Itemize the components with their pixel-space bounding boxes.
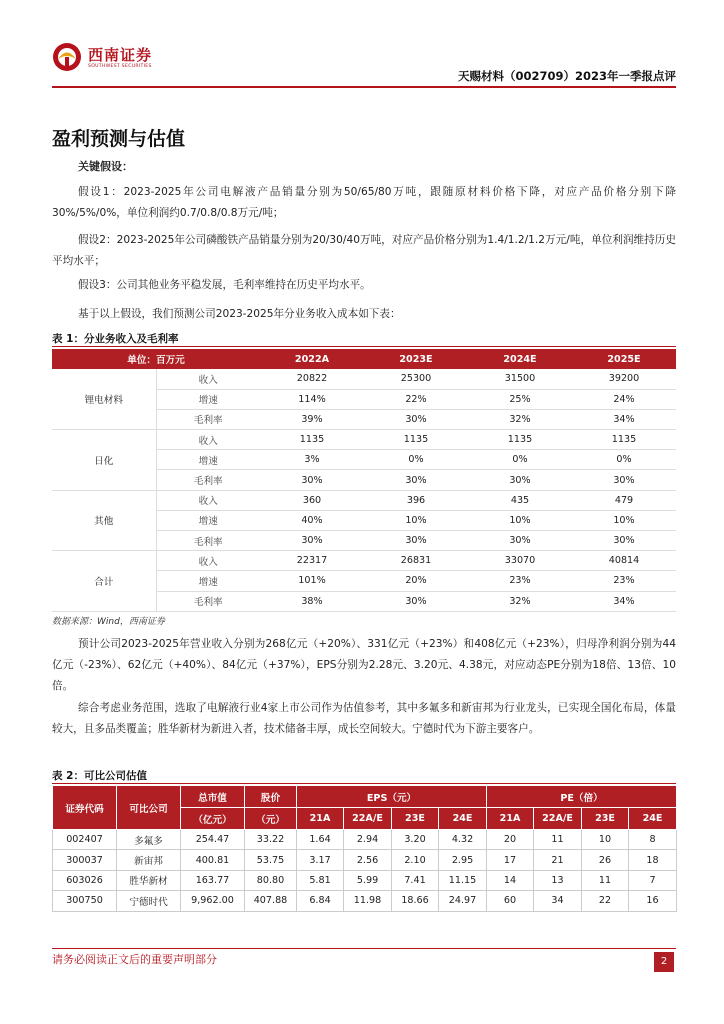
table-cell: 20%	[364, 571, 468, 591]
disclaimer-notice: 请务必阅读正文后的重要声明部分	[52, 953, 217, 966]
segment-name: 其他	[52, 490, 156, 551]
table-cell: 30%	[572, 470, 676, 490]
table-row	[53, 891, 677, 911]
pe-value: 17	[487, 850, 534, 870]
pe-year-header: 21A	[487, 808, 534, 830]
table-cell: 1135	[572, 430, 676, 450]
table-cell: 479	[572, 490, 676, 510]
table-cell: 0%	[468, 450, 572, 470]
eps-value: 5.99	[344, 870, 392, 890]
table-cell: 30%	[468, 531, 572, 551]
table-cell: 40%	[260, 510, 364, 530]
company-name: 宁德时代	[117, 891, 181, 911]
table-cell: 33070	[468, 551, 572, 571]
eps-value: 4.32	[439, 830, 487, 850]
table-cell: 30%	[260, 531, 364, 551]
table-cell: 40814	[572, 551, 676, 571]
table-cell: 32%	[468, 591, 572, 611]
table2-caption: 表 2：可比公司估值	[52, 770, 147, 782]
section-title: 盈利预测与估值	[52, 128, 186, 150]
data-source-note: 数据来源：Wind，西南证券	[52, 617, 165, 627]
table-cell: 30%	[572, 531, 676, 551]
logo-text-en: SOUTHWEST SECURITIES	[88, 64, 152, 69]
pe-value: 16	[629, 891, 677, 911]
table1-year-header: 2022A	[260, 349, 364, 369]
table-cell: 32%	[468, 409, 572, 429]
pe-year-header: 23E	[582, 808, 629, 830]
table-cell: 435	[468, 490, 572, 510]
table-cell: 114%	[260, 389, 364, 409]
share-price: 33.22	[245, 830, 297, 850]
eps-value: 24.97	[439, 891, 487, 911]
table-cell: 396	[364, 490, 468, 510]
table2-caption-rule	[52, 783, 676, 784]
metric-label: 增速	[156, 389, 260, 409]
metric-label: 收入	[156, 490, 260, 510]
market-cap: 400.81	[181, 850, 245, 870]
code-column-header: 证券代码	[53, 786, 117, 830]
eps-year-header: 22A/E	[344, 808, 392, 830]
business-revenue-table	[52, 349, 676, 612]
metric-label: 毛利率	[156, 470, 260, 490]
paragraph-peer-selection: 综合考虑业务范围，选取了电解液行业4家上市公司作为估值参考，其中多氟多和新宙邦为行业龙头，已实现全国化布局，体量较大，且多品类覆盖；胜华新材为新进入者，技术储备丰厚，成长空间较大。宁德时代为下游主要客户。	[52, 702, 676, 735]
eps-value: 7.41	[392, 870, 439, 890]
pe-value: 60	[487, 891, 534, 911]
table1-unit-header: 单位：百万元	[52, 349, 260, 369]
table-cell: 30%	[364, 591, 468, 611]
table-cell: 10%	[572, 510, 676, 530]
pe-value: 34	[534, 891, 582, 911]
pe-value: 11	[534, 830, 582, 850]
table-cell: 24%	[572, 389, 676, 409]
eps-value: 3.17	[297, 850, 344, 870]
table-cell: 0%	[364, 450, 468, 470]
logo-text-cn: 西南证券	[88, 46, 153, 64]
eps-value: 2.94	[344, 830, 392, 850]
pe-value: 10	[582, 830, 629, 850]
eps-year-header: 23E	[392, 808, 439, 830]
table-cell: 26831	[364, 551, 468, 571]
eps-value: 18.66	[392, 891, 439, 911]
table-cell: 34%	[572, 591, 676, 611]
mktcap-column-header: 总市值	[181, 786, 245, 808]
pe-value: 14	[487, 870, 534, 890]
market-cap: 254.47	[181, 830, 245, 850]
table1-year-header: 2023E	[364, 349, 468, 369]
table-cell: 30%	[364, 531, 468, 551]
table1-year-header: 2025E	[572, 349, 676, 369]
table-row	[52, 490, 676, 510]
metric-label: 毛利率	[156, 591, 260, 611]
metric-label: 增速	[156, 510, 260, 530]
table-cell: 10%	[364, 510, 468, 530]
table1-caption-rule	[52, 346, 676, 347]
company-column-header: 可比公司	[117, 786, 181, 830]
table1-caption: 表 1：分业务收入及毛利率	[52, 333, 179, 345]
report-title: 天赐材料（002709）2023年一季报点评	[457, 69, 676, 83]
table-cell: 30%	[364, 470, 468, 490]
metric-label: 收入	[156, 369, 260, 389]
eps-value: 2.10	[392, 850, 439, 870]
company-name: 新宙邦	[117, 850, 181, 870]
table-cell: 1135	[260, 430, 364, 450]
mktcap-unit-header: （亿元）	[181, 808, 245, 830]
price-unit-header: （元）	[245, 808, 297, 830]
table-cell: 30%	[468, 470, 572, 490]
table-cell: 20822	[260, 369, 364, 389]
table-cell: 39%	[260, 409, 364, 429]
table-row	[53, 870, 677, 890]
table-cell: 22317	[260, 551, 364, 571]
pe-year-header: 24E	[629, 808, 677, 830]
pe-year-header: 22A/E	[534, 808, 582, 830]
paragraph-assumption-3: 假设3：公司其他业务平稳发展，毛利率维持在历史平均水平。	[78, 279, 371, 291]
table-row	[53, 830, 677, 850]
eps-value: 3.20	[392, 830, 439, 850]
table2-header-row	[53, 786, 677, 808]
share-price: 53.75	[245, 850, 297, 870]
segment-name: 锂电材料	[52, 369, 156, 430]
eps-value: 1.64	[297, 830, 344, 850]
eps-value: 5.81	[297, 870, 344, 890]
table1-year-header: 2024E	[468, 349, 572, 369]
stock-code: 603026	[53, 870, 117, 890]
company-name: 多氟多	[117, 830, 181, 850]
stock-code: 002407	[53, 830, 117, 850]
table-cell: 101%	[260, 571, 364, 591]
table-cell: 23%	[572, 571, 676, 591]
table-cell: 1135	[364, 430, 468, 450]
eps-year-header: 24E	[439, 808, 487, 830]
table-cell: 25%	[468, 389, 572, 409]
table-cell: 360	[260, 490, 364, 510]
page-header	[52, 40, 676, 88]
paragraph-assumption-2: 假设2：2023-2025年公司磷酸铁产品销量分别为20/30/40万吨，对应产品价格分别为1.4/1.2/1.2万元/吨，单位利润维持历史平均水平；	[52, 234, 676, 267]
segment-name: 日化	[52, 430, 156, 491]
share-price: 80.80	[245, 870, 297, 890]
footer-divider	[52, 948, 676, 949]
eps-value: 11.15	[439, 870, 487, 890]
eps-value: 6.84	[297, 891, 344, 911]
stock-code: 300750	[53, 891, 117, 911]
table-cell: 30%	[260, 470, 364, 490]
company-name: 胜华新材	[117, 870, 181, 890]
pe-value: 26	[582, 850, 629, 870]
metric-label: 增速	[156, 571, 260, 591]
table-cell: 30%	[364, 409, 468, 429]
key-assumptions-label: 关键假设：	[78, 160, 133, 173]
paragraph-forecast-intro: 基于以上假设，我们预测公司2023-2025年分业务收入成本如下表：	[78, 308, 401, 320]
segment-name: 合计	[52, 551, 156, 612]
paragraph-assumption-1: 假设1：2023-2025年公司电解液产品销量分别为50/65/80万吨，跟随原材料价格下降，对应产品价格分别下降30%/5%/0%，单位利润约0.7/0.8/0.8万元/吨；	[52, 186, 676, 219]
pe-value: 11	[582, 870, 629, 890]
table-cell: 34%	[572, 409, 676, 429]
pe-value: 7	[629, 870, 677, 890]
pe-value: 21	[534, 850, 582, 870]
price-column-header: 股价	[245, 786, 297, 808]
table-row	[52, 430, 676, 450]
share-price: 407.88	[245, 891, 297, 911]
eps-year-header: 21A	[297, 808, 344, 830]
metric-label: 增速	[156, 450, 260, 470]
metric-label: 毛利率	[156, 531, 260, 551]
eps-value: 11.98	[344, 891, 392, 911]
company-logo	[52, 42, 202, 76]
table-cell: 38%	[260, 591, 364, 611]
table-row	[53, 850, 677, 870]
header-divider	[52, 86, 676, 88]
table-cell: 39200	[572, 369, 676, 389]
eps-group-header: EPS（元）	[297, 786, 487, 808]
table-cell: 22%	[364, 389, 468, 409]
table-cell: 10%	[468, 510, 572, 530]
pe-value: 22	[582, 891, 629, 911]
market-cap: 163.77	[181, 870, 245, 890]
table-cell: 0%	[572, 450, 676, 470]
table-row	[52, 369, 676, 389]
stock-code: 300037	[53, 850, 117, 870]
metric-label: 毛利率	[156, 409, 260, 429]
pe-group-header: PE（倍）	[487, 786, 677, 808]
paragraph-forecast-summary: 预计公司2023-2025年营业收入分别为268亿元（+20%）、331亿元（+23%）和408亿元（+23%），归母净利润分别为44亿元（-23%）、62亿元（+40%）、84亿元（+37%），EPS分别为2.28元、3.20元、4.38元，对应动态PE分别为18倍、13倍、10倍。	[52, 638, 676, 692]
metric-label: 收入	[156, 551, 260, 571]
pe-value: 18	[629, 850, 677, 870]
logo-mark-icon	[52, 42, 82, 72]
eps-value: 2.56	[344, 850, 392, 870]
table-cell: 25300	[364, 369, 468, 389]
table1-header-row	[52, 349, 676, 369]
table-cell: 3%	[260, 450, 364, 470]
market-cap: 9,962.00	[181, 891, 245, 911]
page-number: 2	[654, 952, 674, 972]
table-row	[52, 551, 676, 571]
pe-value: 20	[487, 830, 534, 850]
eps-value: 2.95	[439, 850, 487, 870]
table-cell: 1135	[468, 430, 572, 450]
metric-label: 收入	[156, 430, 260, 450]
table-cell: 23%	[468, 571, 572, 591]
peer-valuation-table	[52, 785, 677, 912]
pe-value: 8	[629, 830, 677, 850]
table-cell: 31500	[468, 369, 572, 389]
pe-value: 13	[534, 870, 582, 890]
